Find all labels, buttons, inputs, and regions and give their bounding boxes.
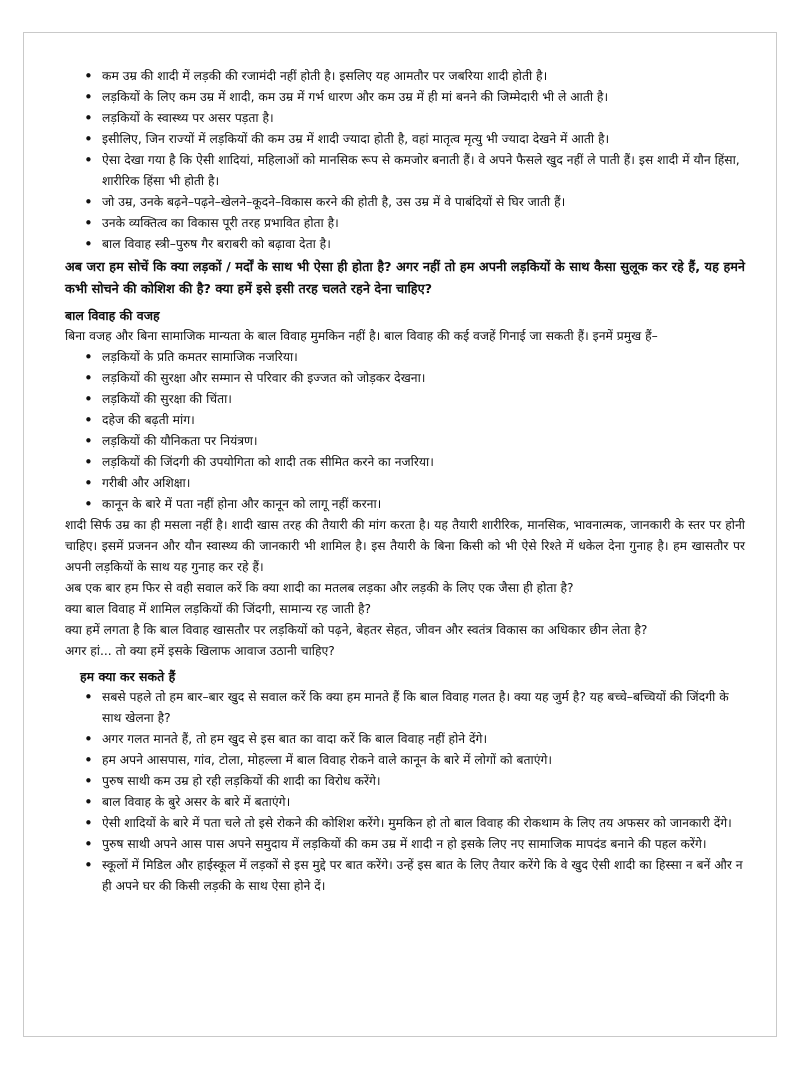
question-paragraph: क्या बाल विवाह में शामिल लड़कियों की जिंदगी, सामान्य रह जाती है? bbox=[65, 602, 372, 616]
question-paragraph: अब एक बार हम फिर से वही सवाल करें कि क्या शादी का मतलब लड़का और लड़की के लिए एक जैसा ही होता है? bbox=[65, 581, 574, 595]
list-item: • लड़कियों की जिंदगी की उपयोगिता को शादी तक सीमित करने का नजरिया। bbox=[80, 452, 745, 473]
list-item: • पुरुष साथी अपने आस पास अपने समुदाय में लड़कियों की कम उम्र में शादी न हो इसके लिए नए सामाजिक मापदंड बनाने की पहल करेंगे। bbox=[80, 834, 745, 855]
effects-list bbox=[80, 66, 745, 255]
question-paragraph: अगर हां... तो क्या हमें इसके खिलाफ आवाज उठानी चाहिए? bbox=[65, 644, 335, 658]
preparation-paragraph: शादी सिर्फ उम्र का ही मसला नहीं है। शादी खास तरह की तैयारी की मांग करता है। यह तैयारी शारीरिक, मानसिक, भावनात्मक, जानकारी के स्तर पर होनी चाहिए। इसमें प्रजनन और यौन स्वास्थ्य की जानकारी भी शामिल है। इस तैयारी के बिना किसी को भी ऐसे रिश्ते में धकेल देना गुनाह है। हम खासतौर पर अपनी लड़कियों के साथ यह गुनाह कर रहे हैं। bbox=[65, 518, 745, 574]
list-item: • लड़कियों की यौनिकता पर नियंत्रण। bbox=[80, 431, 745, 452]
reasons-list bbox=[80, 347, 745, 515]
list-item: • दहेज की बढ़ती मांग। bbox=[80, 410, 745, 431]
list-item: • कम उम्र की शादी में लड़की की रजामंदी नहीं होती है। इसलिए यह आमतौर पर जबरिया शादी होती है। bbox=[80, 66, 745, 87]
list-item: • बाल विवाह स्त्री–पुरुष गैर बराबरी को बढ़ावा देता है। bbox=[80, 234, 745, 255]
list-item: • अगर गलत मानते हैं, तो हम खुद से इस बात का वादा करें कि बाल विवाह नहीं होने देंगे। bbox=[80, 729, 745, 750]
list-item: • सबसे पहले तो हम बार–बार खुद से सवाल करें कि क्या हम मानते हैं कि बाल विवाह गलत है। क्या यह जुर्म है? यह बच्चे–बच्चियों की जिंदगी के साथ खेलना है? bbox=[80, 687, 745, 729]
list-item: • बाल विवाह के बुरे असर के बारे में बताएंगे। bbox=[80, 792, 745, 813]
list-item: • कानून के बारे में पता नहीं होना और कानून को लागू नहीं करना। bbox=[80, 494, 745, 515]
list-item: • ऐसा देखा गया है कि ऐसी शादियां, महिलाओं को मानसिक रूप से कमजोर बनाती हैं। वे अपने फैसले खुद नहीं ले पाती हैं। इस शादी में यौन हिंसा, शारीरिक हिंसा भी होती है। bbox=[80, 150, 745, 192]
reflection-question: अब जरा हम सोचें कि क्या लड़कों / मर्दों के साथ भी ऐसा ही होता है? अगर नहीं तो हम अपनी लड़कियों के साथ कैसा सुलूक कर रहे हैं, यह हमने कभी सोचने की कोशिश की है? क्या हमें इसे इसी तरह चलते रहने देना चाहिए? bbox=[65, 260, 745, 297]
actions-heading: हम क्या कर सकते हैं bbox=[80, 669, 176, 684]
list-item: • ऐसी शादियों के बारे में पता चले तो इसे रोकने की कोशिश करेंगे। मुमकिन हो तो बाल विवाह की रोकथाम के लिए तय अफसर को जानकारी देंगे। bbox=[80, 813, 745, 834]
document-body bbox=[65, 66, 745, 897]
reasons-intro: बिना वजह और बिना सामाजिक मान्यता के बाल विवाह मुमकिन नहीं है। बाल विवाह की कई वजहें गिनाई जा सकती हैं। इनमें प्रमुख हैं– bbox=[65, 329, 658, 343]
list-item: • लड़कियों की सुरक्षा की चिंता। bbox=[80, 389, 745, 410]
list-item: • पुरुष साथी कम उम्र हो रही लड़कियों की शादी का विरोध करेंगे। bbox=[80, 771, 745, 792]
actions-list bbox=[80, 687, 745, 897]
list-item: • गरीबी और अशिक्षा। bbox=[80, 473, 745, 494]
list-item: • लड़कियों की सुरक्षा और सम्मान से परिवार की इज्जत को जोड़कर देखना। bbox=[80, 368, 745, 389]
list-item: • जो उम्र, उनके बढ़ने–पढ़ने–खेलने–कूदने–विकास करने की होती है, उस उम्र में वे पाबंदियों से घिर जाती हैं। bbox=[80, 192, 745, 213]
question-paragraph: क्या हमें लगता है कि बाल विवाह खासतौर पर लड़कियों को पढ़ने, बेहतर सेहत, जीवन और स्वतंत्र विकास का अधिकार छीन लेता है? bbox=[65, 623, 648, 637]
list-item: • स्कूलों में मिडिल और हाईस्कूल में लड़कों से इस मुद्दे पर बात करेंगे। उन्हें इस बात के लिए तैयार करेंगे कि वे खुद ऐसी शादी का हिस्सा न बनें और न ही अपने घर की किसी लड़की के साथ ऐसा होने दें। bbox=[80, 855, 745, 897]
list-item: • लड़कियों के स्वास्थ्य पर असर पड़ता है। bbox=[80, 108, 745, 129]
list-item: • उनके व्यक्तित्व का विकास पूरी तरह प्रभावित होता है। bbox=[80, 213, 745, 234]
list-item: • हम अपने आसपास, गांव, टोला, मोहल्ला में बाल विवाह रोकने वाले कानून के बारे में लोगों को बताएंगे। bbox=[80, 750, 745, 771]
list-item: • इसीलिए, जिन राज्यों में लड़कियों की कम उम्र में शादी ज्यादा होती है, वहां मातृत्व मृत्यु भी ज्यादा देखने में आती है। bbox=[80, 129, 745, 150]
reasons-heading: बाल विवाह की वजह bbox=[65, 308, 160, 323]
list-item: • लड़कियों के लिए कम उम्र में शादी, कम उम्र में गर्भ धारण और कम उम्र में ही मां बनने की जिम्मेदारी भी ले आती है। bbox=[80, 87, 745, 108]
list-item: • लड़कियों के प्रति कमतर सामाजिक नजरिया। bbox=[80, 347, 745, 368]
